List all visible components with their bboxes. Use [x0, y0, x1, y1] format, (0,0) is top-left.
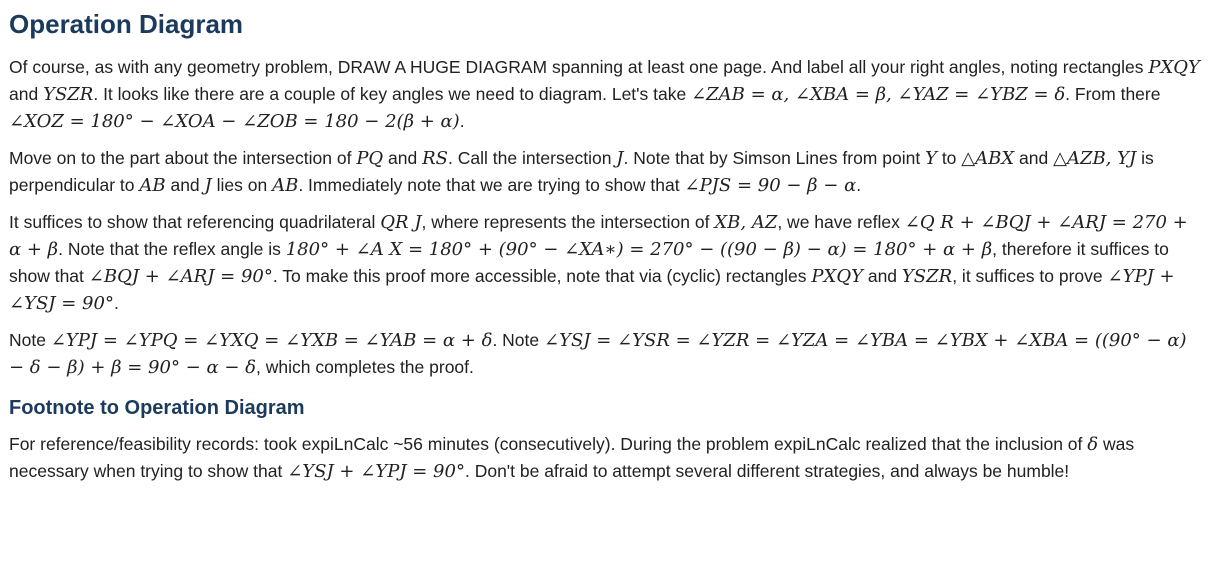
text-run: .: [113, 293, 119, 313]
text-run: and: [1014, 148, 1054, 168]
math-expression: AB: [272, 175, 299, 196]
text-run: . It looks like there are a couple of key angles we need to diagram. Let's take: [93, 84, 692, 104]
text-run: lies on: [211, 175, 273, 195]
math-expression: XB, AZ: [714, 212, 778, 233]
text-run: , it suffices to prove: [952, 266, 1108, 286]
text-run: . From there: [1065, 84, 1161, 104]
text-run: and: [165, 175, 205, 195]
math-expression: 180° + ∠A X = 180° + (90° − ∠XA∗) = 270° − ((90 − β) − α) = 180° + α + β: [285, 239, 993, 260]
text-run: and: [383, 148, 423, 168]
text-run: . Note that the reflex angle is: [58, 239, 286, 259]
math-expression: ∠ZAB = α, ∠XBA = β, ∠YAZ = ∠YBZ = δ: [691, 84, 1066, 105]
text-run: . Note that by Simson Lines from point: [623, 148, 926, 168]
text-run: .: [856, 175, 862, 195]
math-expression: PQ: [356, 148, 384, 169]
text-run: , therefore it suffices to show that: [9, 239, 1169, 286]
text-run: to: [936, 148, 962, 168]
math-expression: PXQY: [811, 266, 863, 287]
paragraph-diagram-setup: [9, 54, 1203, 135]
math-expression: J: [616, 148, 624, 169]
text-run: . Note: [492, 330, 544, 350]
math-expression: QR J: [380, 212, 422, 233]
math-expression: AB: [139, 175, 166, 196]
math-expression: ∠Q R + ∠BQJ + ∠ARJ = 270 + α + β: [9, 212, 1188, 260]
math-expression: △ABX: [961, 148, 1015, 169]
math-expression: △AZB, YJ: [1053, 148, 1137, 169]
footnote-paragraph: [9, 431, 1203, 485]
text-run: . Immediately note that we are trying to show that: [298, 175, 685, 195]
text-run: . To make this proof more accessible, note that via (cyclic) rectangles: [272, 266, 812, 286]
math-expression: ∠YSJ + ∠YPJ = 90°: [287, 461, 465, 482]
math-expression: RS: [422, 148, 449, 169]
text-run: was necessary when trying to show that: [9, 434, 1135, 481]
text-run: and: [862, 266, 902, 286]
math-expression: ∠PJS = 90 − β − α: [684, 175, 857, 196]
math-expression: ∠BQJ + ∠ARJ = 90°: [88, 266, 273, 287]
math-expression: Y: [925, 148, 937, 169]
math-expression: ∠YSJ = ∠YSR = ∠YZR = ∠YZA = ∠YBA = ∠YBX + ∠XBA = ((90° − α) − δ − β) + β = 90° − α − δ: [9, 330, 1187, 378]
math-expression: YSZR: [43, 84, 94, 105]
paragraph-intersection: [9, 145, 1203, 199]
text-run: . Don't be afraid to attempt several different strategies, and always be humble!: [464, 461, 1070, 481]
math-expression: PXQY: [1148, 57, 1200, 78]
text-run: , we have reflex: [777, 212, 905, 232]
math-expression: ∠XOZ = 180° − ∠XOA − ∠ZOB = 180 − 2(β + α): [9, 111, 460, 132]
math-expression: δ: [1087, 434, 1099, 455]
page-title: Operation Diagram: [9, 9, 244, 39]
text-run: For reference/feasibility records: took expiLnCalc ~56 minutes (consecutively). During the problem expiLnCalc realized that the inclusion of: [9, 434, 1088, 454]
text-run: Move on to the part about the intersection of: [9, 148, 357, 168]
text-run: Note: [9, 330, 51, 350]
text-run: . Call the intersection: [448, 148, 617, 168]
text-run: and: [9, 84, 44, 104]
footnote-title: Footnote to Operation Diagram: [9, 397, 305, 419]
text-run: , where represents the intersection of: [421, 212, 715, 232]
text-run: .: [459, 111, 465, 131]
math-expression: J: [204, 175, 212, 196]
text-run: Of course, as with any geometry problem, DRAW A HUGE DIAGRAM spanning at least one page. And label all your right angles, noting rectangles: [9, 57, 1149, 77]
paragraph-reflex-angle: [9, 209, 1203, 317]
paragraph-conclusion: [9, 327, 1203, 381]
math-expression: ∠YPJ + ∠YSJ = 90°: [9, 266, 1175, 314]
text-run: is perpendicular to: [9, 148, 1154, 195]
text-run: , which completes the proof.: [256, 357, 474, 377]
math-expression: YSZR: [901, 266, 953, 287]
text-run: It suffices to show that referencing quadrilateral: [9, 212, 381, 232]
math-expression: ∠YPJ = ∠YPQ = ∠YXQ = ∠YXB = ∠YAB = α + δ: [50, 330, 493, 351]
